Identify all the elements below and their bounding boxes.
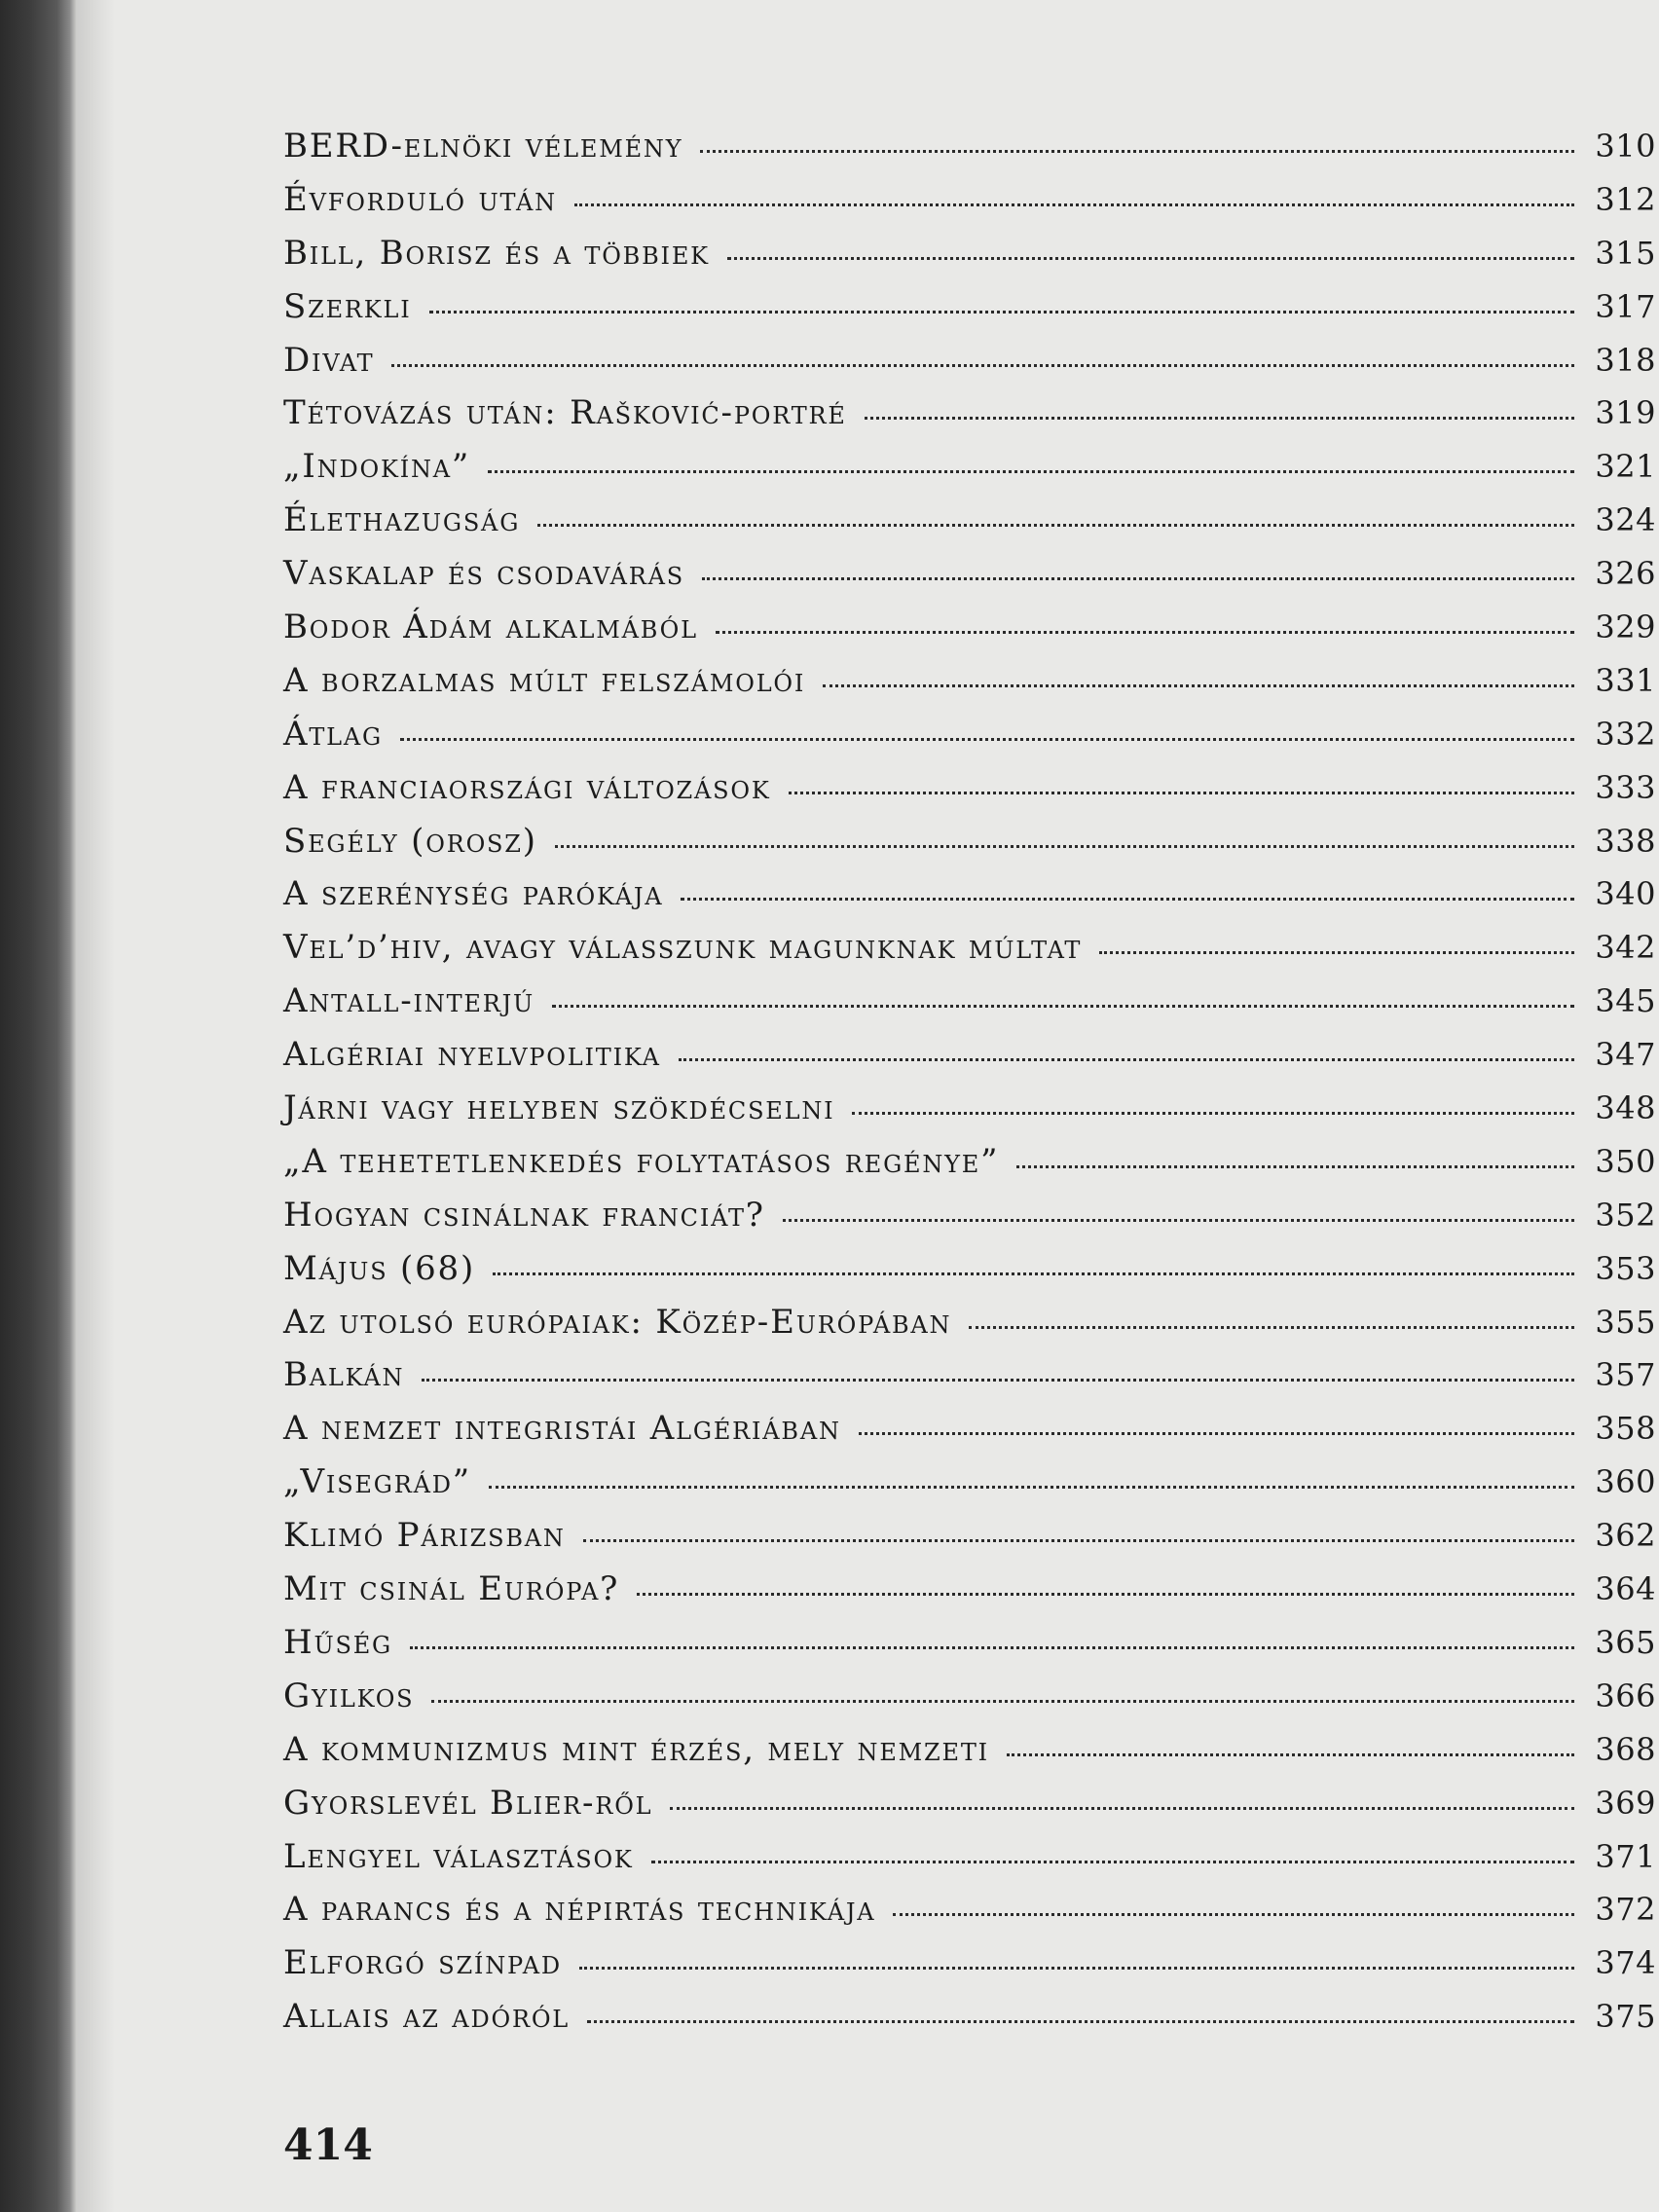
book-page: [76, 0, 1659, 2212]
toc-entry-title: A szerénység parókája: [283, 874, 664, 914]
toc-entry-page: 347: [1595, 1036, 1656, 1074]
dot-leader: [893, 1913, 1574, 1916]
toc-entry-page: 368: [1595, 1730, 1656, 1768]
toc-entry: [283, 1303, 1656, 1356]
dot-leader: [555, 845, 1574, 848]
toc-entry: [283, 1997, 1656, 2050]
dot-leader: [865, 417, 1574, 420]
toc-entry-title: „A tehetetlenkedés folytatásos regénye”: [283, 1141, 1000, 1181]
toc-entry: [283, 1516, 1656, 1569]
dot-leader: [789, 792, 1574, 794]
toc-entry: [283, 1569, 1656, 1623]
dot-leader: [651, 1861, 1574, 1863]
toc-entry-page: 338: [1595, 822, 1656, 860]
toc-entry-page: 352: [1595, 1196, 1656, 1234]
dot-leader: [579, 1967, 1574, 1970]
toc-entry-page: 371: [1595, 1837, 1656, 1875]
toc-entry-title: A borzalmas múlt felszámolói: [283, 660, 806, 700]
toc-entry-title: Vaskalap és csodavárás: [283, 554, 684, 594]
toc-entry-page: 310: [1595, 128, 1656, 165]
toc-entry-page: 369: [1595, 1784, 1656, 1822]
dot-leader: [410, 1646, 1574, 1649]
toc-entry-title: Lengyel választások: [283, 1836, 634, 1876]
toc-entry-page: 364: [1595, 1570, 1656, 1608]
toc-entry: [283, 234, 1656, 287]
toc-entry: [283, 928, 1656, 981]
toc-entry-page: 357: [1595, 1356, 1656, 1394]
dot-leader: [679, 1058, 1574, 1061]
dot-leader: [1007, 1753, 1574, 1756]
toc-entry: [283, 554, 1656, 608]
dot-leader: [493, 1272, 1574, 1275]
toc-entry-title: Hűség: [283, 1622, 393, 1662]
dot-leader: [670, 1807, 1574, 1810]
toc-entry: [283, 1249, 1656, 1303]
toc-entry: [283, 1088, 1656, 1142]
toc-entry-title: BERD-elnöki vélemény: [283, 127, 683, 166]
toc-entry-title: Balkán: [283, 1355, 405, 1395]
dot-leader: [823, 684, 1574, 687]
book-binding: [0, 0, 76, 2212]
dot-leader: [700, 150, 1574, 153]
dot-leader: [587, 2020, 1574, 2023]
toc-entry: [283, 1890, 1656, 1943]
toc-entry: [283, 1784, 1656, 1837]
toc-entry-page: 372: [1595, 1891, 1656, 1929]
toc-entry-title: Klimó Párizsban: [283, 1516, 566, 1556]
toc-entry: [283, 768, 1656, 822]
toc-entry-title: Elforgó színpad: [283, 1943, 562, 1983]
toc-entry-page: 319: [1595, 394, 1656, 432]
toc-entry: [283, 715, 1656, 768]
toc-entry-page: 374: [1595, 1944, 1656, 1982]
dot-leader: [702, 577, 1574, 580]
toc-entry-title: „Indokína”: [283, 447, 471, 487]
toc-entry: [283, 1677, 1656, 1730]
toc-entry: [283, 287, 1656, 341]
toc-entry-title: Járni vagy helyben szökdécselni: [283, 1088, 835, 1128]
toc-entry-title: Bodor Ádám alkalmából: [283, 608, 698, 647]
toc-entry-page: 321: [1595, 448, 1656, 486]
toc-entry-title: Szerkli: [283, 286, 412, 326]
toc-entry-page: 358: [1595, 1410, 1656, 1448]
toc-entry-page: 348: [1595, 1089, 1656, 1127]
dot-leader: [574, 203, 1574, 206]
dot-leader: [1099, 951, 1574, 954]
toc-entry-title: Évforduló után: [283, 179, 557, 219]
toc-entry-page: 315: [1595, 234, 1656, 272]
toc-entry-page: 365: [1595, 1623, 1656, 1661]
toc-entry-title: Tétovázás után: Rašković-portré: [283, 393, 847, 433]
toc-entry: [283, 393, 1656, 447]
dot-leader: [637, 1593, 1574, 1596]
toc-entry-title: Antall-interjú: [283, 981, 535, 1021]
toc-entry-title: Segély (orosz): [283, 821, 537, 861]
toc-entry-title: Az utolsó európaiak: Közép-Európában: [283, 1302, 952, 1342]
page-number: 414: [283, 2120, 373, 2170]
toc-entry-title: Vel’d’hiv, avagy válasszunk magunknak múltat: [283, 928, 1083, 968]
toc-entry-page: 324: [1595, 501, 1656, 539]
toc-entry: [283, 180, 1656, 234]
toc-entry: [283, 1730, 1656, 1784]
toc-entry: [283, 1142, 1656, 1196]
toc-entry: [283, 1623, 1656, 1677]
toc-entry-page: 332: [1595, 715, 1656, 753]
toc-entry-title: A franciaországi változások: [283, 767, 771, 807]
toc-entry-title: Élethazugság: [283, 500, 521, 540]
toc-entry-page: 350: [1595, 1142, 1656, 1180]
dot-leader: [727, 257, 1574, 260]
toc-entry: [283, 661, 1656, 715]
toc-entry: [283, 1409, 1656, 1462]
dot-leader: [969, 1326, 1574, 1329]
toc-entry-page: 317: [1595, 287, 1656, 325]
dot-leader: [859, 1432, 1574, 1435]
toc-entry-title: Algériai nyelvpolitika: [283, 1035, 661, 1075]
toc-entry: [283, 1837, 1656, 1891]
toc-entry-title: A nemzet integristái Algériában: [283, 1409, 841, 1449]
toc-entry-page: 326: [1595, 555, 1656, 593]
toc-entry-page: 318: [1595, 341, 1656, 379]
dot-leader: [422, 1379, 1574, 1382]
toc-entry-page: 375: [1595, 1998, 1656, 2036]
dot-leader: [489, 1486, 1574, 1489]
toc-entry: [283, 127, 1656, 180]
toc-entry: [283, 447, 1656, 500]
toc-entry: [283, 500, 1656, 554]
toc-entry-title: Divat: [283, 340, 375, 380]
toc-entry-title: Május (68): [283, 1248, 476, 1288]
dot-leader: [400, 738, 1574, 741]
toc-entry-page: 353: [1595, 1249, 1656, 1287]
dot-leader: [429, 311, 1574, 313]
toc-entry: [283, 1355, 1656, 1409]
toc-entry-page: 362: [1595, 1517, 1656, 1555]
dot-leader: [537, 524, 1574, 527]
dot-leader: [681, 898, 1574, 901]
dot-leader: [783, 1219, 1574, 1222]
toc-entry: [283, 874, 1656, 928]
dot-leader: [488, 470, 1574, 473]
toc-entry: [283, 1035, 1656, 1088]
dot-leader: [431, 1700, 1574, 1703]
dot-leader: [1016, 1165, 1574, 1168]
toc-entry: [283, 1943, 1656, 1997]
toc-entry-page: 366: [1595, 1677, 1656, 1714]
toc-entry: [283, 981, 1656, 1035]
toc-entry-page: 355: [1595, 1303, 1656, 1341]
toc-entry-page: 331: [1595, 661, 1656, 699]
toc-entry: [283, 341, 1656, 394]
toc-entry-title: A parancs és a népirtás technikája: [283, 1890, 876, 1930]
toc-entry-title: Gyilkos: [283, 1676, 415, 1715]
toc-entry-page: 333: [1595, 768, 1656, 806]
toc-entry-page: 312: [1595, 180, 1656, 218]
toc-entry-title: Bill, Borisz és a többiek: [283, 233, 710, 273]
dot-leader: [852, 1112, 1574, 1115]
toc-entry-title: Mit csinál Európa?: [283, 1569, 620, 1609]
toc-entry-title: Hogyan csinálnak franciát?: [283, 1195, 765, 1235]
toc-entry-page: 342: [1595, 929, 1656, 967]
toc-entry: [283, 1196, 1656, 1249]
toc-entry-page: 345: [1595, 982, 1656, 1020]
table-of-contents: [283, 127, 1656, 2050]
toc-entry-title: Gyorslevél Blier-ről: [283, 1783, 653, 1823]
dot-leader: [391, 364, 1574, 367]
toc-entry-title: A kommunizmus mint érzés, mely nemzeti: [283, 1729, 989, 1769]
toc-entry: [283, 1462, 1656, 1516]
toc-entry-page: 360: [1595, 1463, 1656, 1501]
toc-entry-title: „Visegrád”: [283, 1462, 471, 1502]
toc-entry-title: Allais az adóról: [283, 1997, 571, 2037]
toc-entry: [283, 608, 1656, 661]
dot-leader: [583, 1539, 1574, 1542]
toc-entry-page: 329: [1595, 608, 1656, 646]
toc-entry-title: Átlag: [283, 714, 384, 754]
toc-entry-page: 340: [1595, 875, 1656, 913]
dot-leader: [716, 631, 1574, 634]
dot-leader: [552, 1005, 1574, 1008]
toc-entry: [283, 822, 1656, 875]
